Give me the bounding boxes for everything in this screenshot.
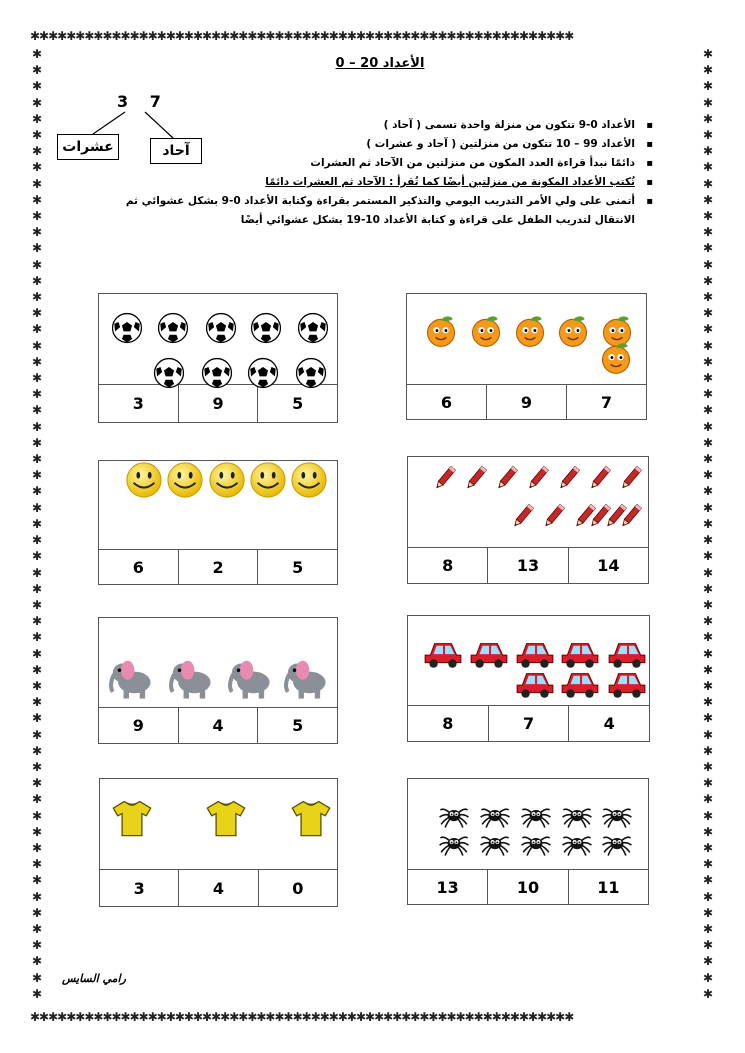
note-item: ▪ الأعداد 0-9 تتكون من منزلة واحدة تسمى ( آحاد ) bbox=[93, 116, 653, 135]
answer-option[interactable]: 3 bbox=[133, 878, 145, 898]
t-shirt-icon bbox=[110, 796, 154, 844]
answer-option[interactable]: 7 bbox=[488, 706, 569, 741]
decorative-border-top: ✱✱✱✱✱✱✱✱✱✱✱✱✱✱✱✱✱✱✱✱✱✱✱✱✱✱✱✱✱✱✱✱✱✱✱✱✱✱✱✱✱✱✱✱✱✱✱✱✱✱✱✱✱✱✱✱✱✱✱✱ bbox=[30, 30, 574, 43]
soccer-ball-icon bbox=[296, 311, 330, 349]
pencil-icon bbox=[616, 501, 646, 535]
pencil-icon bbox=[539, 501, 569, 535]
spider-icon bbox=[601, 826, 633, 862]
answer-option[interactable]: 13 bbox=[436, 877, 459, 897]
answer-option[interactable]: 10 bbox=[487, 870, 567, 904]
smiley-icon bbox=[208, 461, 246, 503]
answer-option[interactable]: 9 bbox=[486, 385, 566, 419]
spider-icon bbox=[561, 826, 593, 862]
place-value-number: 3 7 bbox=[117, 92, 169, 111]
soccer-ball-icon bbox=[156, 311, 190, 349]
smiley-icon bbox=[290, 461, 328, 503]
spider-icon bbox=[479, 826, 511, 862]
note-item: ▪ دائمًا نبدأ قراءة العدد المكون من منزلتين من الآحاد ثم العشرات bbox=[93, 154, 653, 173]
pencil-icon bbox=[508, 501, 538, 535]
answer-options bbox=[99, 708, 337, 743]
ones-label-box: آحاد bbox=[150, 138, 202, 164]
page-title: الأعداد 20 – 0 bbox=[335, 56, 425, 71]
pencil-icon bbox=[430, 463, 460, 497]
answer-option[interactable]: 7 bbox=[566, 385, 646, 419]
elephant-icon bbox=[281, 650, 335, 708]
orange-icon bbox=[598, 340, 634, 380]
pencil-icon bbox=[492, 463, 522, 497]
decorative-border-bottom: ✱✱✱✱✱✱✱✱✱✱✱✱✱✱✱✱✱✱✱✱✱✱✱✱✱✱✱✱✱✱✱✱✱✱✱✱✱✱✱✱✱✱✱✱✱✱✱✱✱✱✱✱✱✱✱✱✱✱✱✱ bbox=[30, 1011, 574, 1024]
answer-option[interactable]: 3 bbox=[132, 394, 144, 413]
elephant-icon bbox=[225, 650, 279, 708]
answer-option[interactable]: 8 bbox=[442, 714, 454, 733]
soccer-ball-icon bbox=[204, 311, 238, 349]
answer-option[interactable]: 9 bbox=[178, 385, 258, 422]
answer-options bbox=[99, 550, 337, 584]
answer-option[interactable]: 11 bbox=[568, 870, 648, 904]
answer-option[interactable]: 13 bbox=[487, 548, 567, 583]
car-icon bbox=[606, 660, 648, 706]
car-icon bbox=[514, 660, 556, 706]
answer-option[interactable]: 5 bbox=[257, 550, 337, 584]
author-signature: رامي السايس bbox=[62, 972, 126, 985]
answer-option[interactable]: 4 bbox=[568, 706, 649, 741]
note-item: ▪ أتمنى على ولي الأمر التدريب اليومي والتذكير المستمر بقراءة وكتابة الأعداد 0-9 بشكل عشوائي ثم الانتقال لتدريب الطفل على قراءة و كتابة الأعداد 10-19 بشكل عشوائي أيضًا bbox=[93, 192, 653, 230]
answer-option[interactable]: 6 bbox=[132, 557, 144, 577]
spider-icon bbox=[520, 826, 552, 862]
orange-icon bbox=[555, 313, 591, 353]
t-shirt-icon bbox=[204, 796, 248, 844]
answer-option[interactable]: 4 bbox=[178, 708, 258, 743]
soccer-ball-icon bbox=[249, 311, 283, 349]
smiley-icon bbox=[166, 461, 204, 503]
elephant-icon bbox=[166, 650, 220, 708]
smiley-icon bbox=[249, 461, 287, 503]
pencil-icon bbox=[585, 501, 615, 535]
soccer-ball-icon bbox=[200, 356, 234, 394]
elephant-icon bbox=[106, 650, 160, 708]
notes-list bbox=[93, 116, 653, 230]
note-item: ▪ الأعداد 99 – 10 تتكون من منزلتين ( آحاد و عشرات ) bbox=[93, 135, 653, 154]
answer-options bbox=[408, 548, 648, 583]
soccer-ball-icon bbox=[294, 356, 328, 394]
pencil-icon bbox=[523, 463, 553, 497]
answer-option[interactable]: 4 bbox=[178, 870, 257, 906]
soccer-ball-icon bbox=[152, 356, 186, 394]
answer-options bbox=[100, 870, 337, 906]
answer-option[interactable]: 6 bbox=[440, 392, 453, 412]
answer-option[interactable]: 14 bbox=[568, 548, 648, 583]
answer-option[interactable]: 0 bbox=[258, 870, 337, 906]
answer-option[interactable]: 5 bbox=[257, 385, 337, 422]
answer-option[interactable]: 9 bbox=[132, 716, 144, 735]
pencil-icon bbox=[554, 463, 584, 497]
orange-icon bbox=[423, 313, 459, 353]
answer-option[interactable]: 2 bbox=[178, 550, 258, 584]
answer-option[interactable]: 5 bbox=[257, 708, 337, 743]
pencil-icon bbox=[616, 463, 646, 497]
car-icon bbox=[468, 630, 510, 676]
car-icon bbox=[559, 660, 601, 706]
note-item: ▪ تُكتب الأعداد المكونة من منزلتين أيضًا كما تُقرأ : الآحاد ثم العشرات دائمًا bbox=[93, 173, 653, 192]
pencil-icon bbox=[585, 463, 615, 497]
answer-options bbox=[408, 706, 649, 741]
decorative-border-left: ✱✱✱✱✱✱✱✱✱✱✱✱✱✱✱✱✱✱✱✱✱✱✱✱✱✱✱✱✱✱✱✱✱✱✱✱✱✱✱✱✱✱✱✱✱✱✱✱✱✱✱✱✱✱✱✱✱✱✱ bbox=[32, 47, 43, 1001]
t-shirt-icon bbox=[289, 796, 333, 844]
pencil-icon bbox=[461, 463, 491, 497]
answer-options bbox=[407, 385, 646, 419]
tens-label-box: عشرات bbox=[57, 134, 119, 160]
smiley-icon bbox=[125, 461, 163, 503]
spider-icon bbox=[438, 826, 470, 862]
answer-option[interactable]: 8 bbox=[442, 556, 454, 575]
answer-options bbox=[408, 870, 648, 904]
soccer-ball-icon bbox=[246, 356, 280, 394]
car-icon bbox=[422, 630, 464, 676]
orange-icon bbox=[468, 313, 504, 353]
orange-icon bbox=[512, 313, 548, 353]
decorative-border-right: ✱✱✱✱✱✱✱✱✱✱✱✱✱✱✱✱✱✱✱✱✱✱✱✱✱✱✱✱✱✱✱✱✱✱✱✱✱✱✱✱✱✱✱✱✱✱✱✱✱✱✱✱✱✱✱✱✱✱✱ bbox=[703, 47, 714, 1001]
soccer-ball-icon bbox=[110, 311, 144, 349]
